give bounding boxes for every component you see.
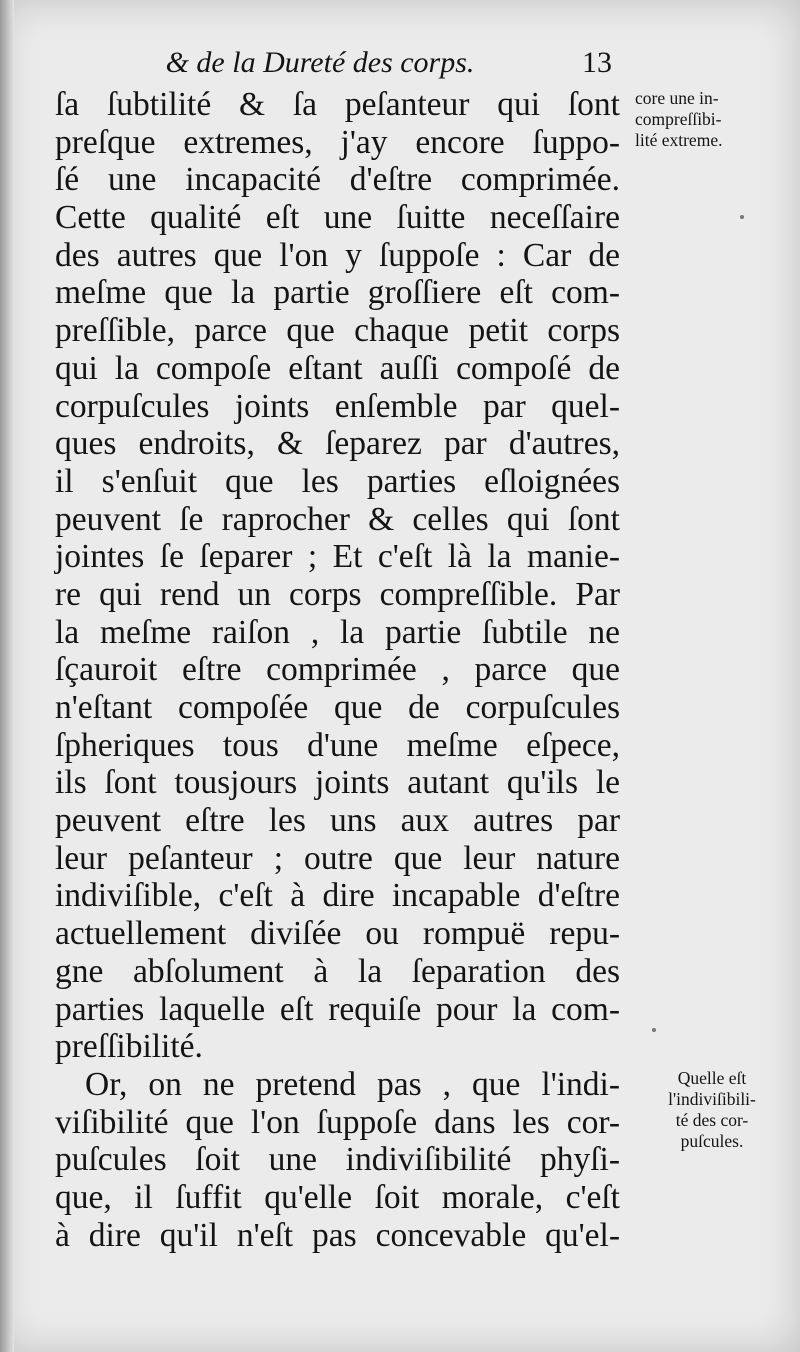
text-line: à dire qu'il n'eſt pas concevable qu'el- — [55, 1216, 620, 1254]
running-title: & de la Dureté des corps. — [165, 46, 475, 79]
text-line: re qui rend un corps compreſſible. Par — [55, 575, 620, 613]
text-line: ſpheriques tous d'une meſme eſpece, — [55, 726, 620, 764]
side-note-line: té des cor- — [675, 1110, 749, 1130]
side-note-line: lité extreme. — [635, 130, 723, 150]
text-line: que, il ſuffit qu'elle ſoit morale, c'eſt — [55, 1178, 620, 1216]
text-line: ils ſont tousjours joints autant qu'ils le — [55, 764, 620, 802]
text-line: indiviſible, c'eſt à dire incapable d'eſtre — [55, 877, 620, 915]
text-line: jointes ſe ſeparer ; Et c'eſt là la manie- — [55, 538, 620, 576]
text-line: puſcules ſoit une indiviſibilité phyſi- — [55, 1141, 620, 1179]
side-note-line: l'indiviſibili- — [668, 1089, 756, 1109]
text-line: leur peſanteur ; outre que leur nature — [55, 839, 620, 877]
side-note-line: Quelle eſt — [677, 1068, 747, 1088]
text-line: viſibilité que l'on ſuppoſe dans les cor- — [55, 1103, 620, 1141]
text-line: des autres que l'on y ſuppoſe : Car de — [55, 236, 620, 274]
text-line: actuellement diviſée ou rompuë repu- — [55, 915, 620, 953]
text-line: peuvent eſtre les uns aux autres par — [55, 802, 620, 840]
text-line: peuvent ſe raprocher & celles qui ſont — [55, 500, 620, 538]
text-line: n'eſtant compoſée que de corpuſcules — [55, 689, 620, 726]
side-note-compressibility — [635, 88, 787, 151]
page-gutter-shadow — [0, 0, 14, 1352]
main-text-block — [55, 86, 620, 1254]
ink-speck — [652, 1028, 656, 1032]
text-line: ſçauroit eſtre comprimée , parce que — [55, 651, 620, 689]
text-line: ſa ſubtilité & ſa peſanteur qui ſont — [55, 86, 620, 123]
side-note-line: compreſſibi- — [635, 109, 722, 129]
text-line: gne abſolument à la ſeparation des — [55, 952, 620, 990]
page-number: 13 — [582, 46, 612, 79]
text-line: meſme que la partie groſſiere eſt com- — [55, 274, 620, 312]
text-line: preſque extremes, j'ay encore ſuppo- — [55, 123, 620, 161]
paragraph-start-line: Or, on ne pretend pas , que l'indi- — [85, 1065, 620, 1103]
text-line: il s'enſuit que les parties eſloignées — [55, 462, 620, 500]
text-line: ſé une incapacité d'eſtre comprimée. — [55, 161, 620, 199]
text-line: preſſible, parce que chaque petit corps — [55, 312, 620, 350]
text-line: qui la compoſe eſtant auſſi compoſé de — [55, 349, 620, 387]
side-note-line: core une in- — [635, 88, 719, 108]
paragraph-end-line: preſſibilité. — [55, 1028, 203, 1066]
text-line: la meſme raiſon , la partie ſubtile ne — [55, 613, 620, 651]
side-note-indivisibility — [636, 1068, 788, 1152]
side-note-line: puſcules. — [680, 1131, 744, 1151]
text-line: Cette qualité eſt une ſuitte neceſſaire — [55, 199, 620, 237]
text-line: ques endroits, & ſeparez par d'autres, — [55, 425, 620, 463]
text-line: corpuſcules joints enſemble par quel- — [55, 387, 620, 425]
ink-speck — [740, 215, 744, 219]
text-line: parties laquelle eſt requiſe pour la com- — [55, 990, 620, 1028]
